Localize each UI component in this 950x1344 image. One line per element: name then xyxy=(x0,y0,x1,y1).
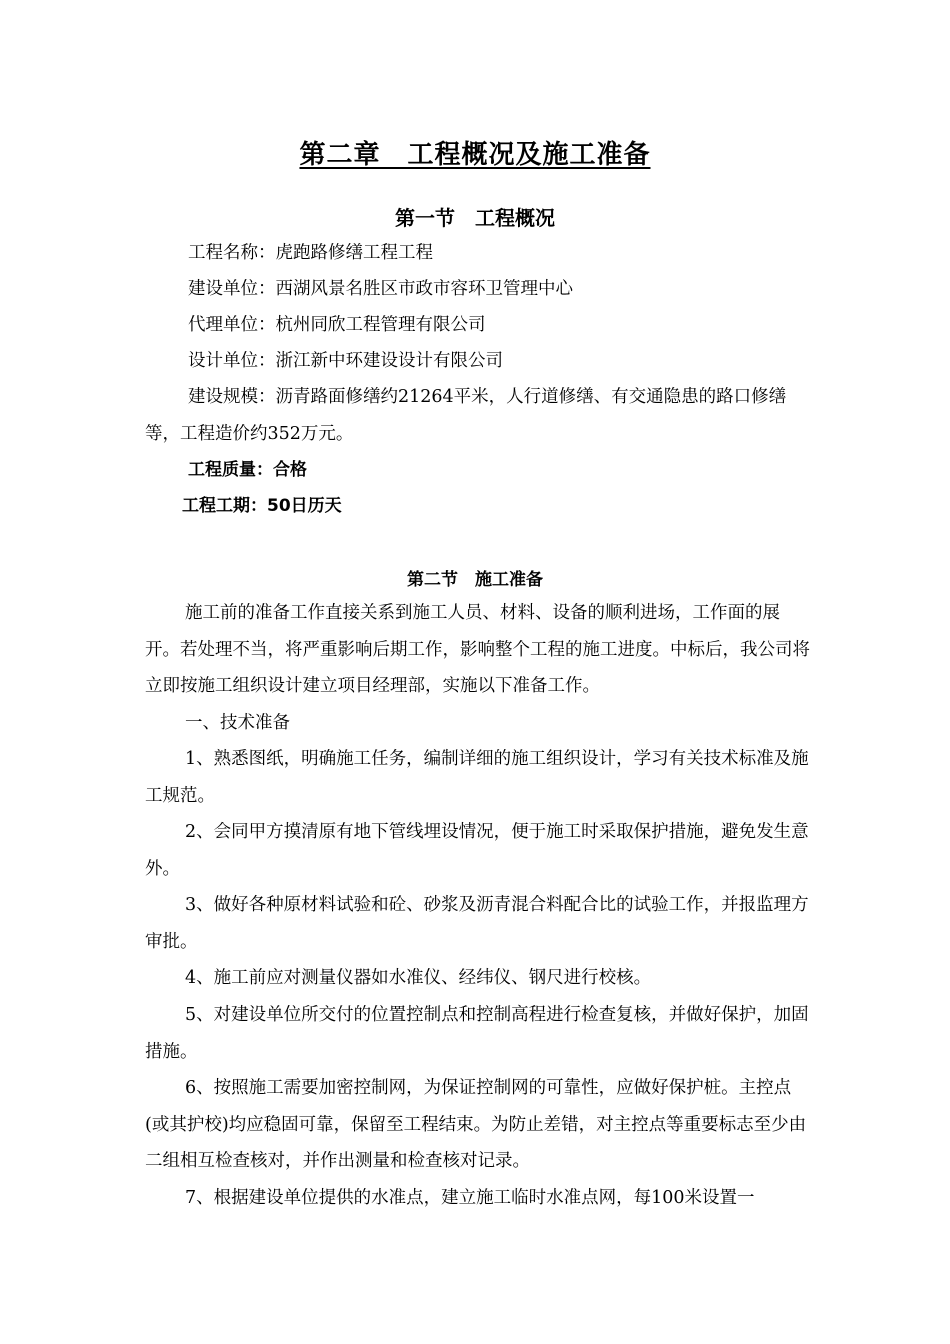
list-item: 6、按照施工需要加密控制网，为保证控制网的可靠性，应做好保护桩。主控点(或其护校)均应稳固可靠，保留至工程结束。为防止差错，对主控点等重要标志至少由二组相互检查核对，并作出测量和检查核对记录。 xyxy=(145,1078,807,1171)
chapter-title: 第二章 工程概况及施工准备 xyxy=(299,140,651,170)
preparation-intro: 施工前的准备工作直接关系到施工人员、材料、设备的顺利进场，工作面的展开。若处理不当，将严重影响后期工作，影响整个工程的施工进度。中标后，我公司将立即按施工组织设计建立项目经理部，实施以下准备工作。 xyxy=(145,603,810,696)
list-item: 1、熟悉图纸，明确施工任务，编制详细的施工组织设计，学习有关技术标准及施工规范。 xyxy=(145,749,809,806)
list-item: 2、会同甲方摸清原有地下管线埋设情况，便于施工时采取保护措施，避免发生意外。 xyxy=(145,822,809,879)
section-title-preparation: 第二节 施工准备 xyxy=(407,570,543,590)
project-quality: 工程质量：合格 xyxy=(188,460,307,480)
design-unit: 设计单位：浙江新中环建设设计有限公司 xyxy=(188,351,503,371)
list-item: 7、根据建设单位提供的水准点，建立施工临时水准点网，每100米设置一 xyxy=(185,1188,755,1208)
project-name: 工程名称：虎跑路修缮工程工程 xyxy=(188,243,433,263)
list-item: 5、对建设单位所交付的位置控制点和控制高程进行检查复核，并做好保护，加固措施。 xyxy=(145,1005,809,1062)
agent-unit: 代理单位：杭州同欣工程管理有限公司 xyxy=(188,315,486,335)
section-title-overview: 第一节 工程概况 xyxy=(395,206,555,230)
construction-unit: 建设单位：西湖风景名胜区市政市容环卫管理中心 xyxy=(188,279,573,299)
tech-prep-heading: 一、技术准备 xyxy=(185,713,290,733)
project-duration: 工程工期：50日历天 xyxy=(182,496,342,516)
list-item: 3、做好各种原材料试验和砼、砂浆及沥青混合料配合比的试验工作，并报监理方审批。 xyxy=(145,895,809,952)
construction-scale: 建设规模：沥青路面修缮约21264平米，人行道修缮、有交通隐患的路口修缮等，工程造价约352万元。 xyxy=(145,387,787,444)
list-item: 4、施工前应对测量仪器如水准仪、经纬仪、钢尺进行校核。 xyxy=(185,968,652,988)
